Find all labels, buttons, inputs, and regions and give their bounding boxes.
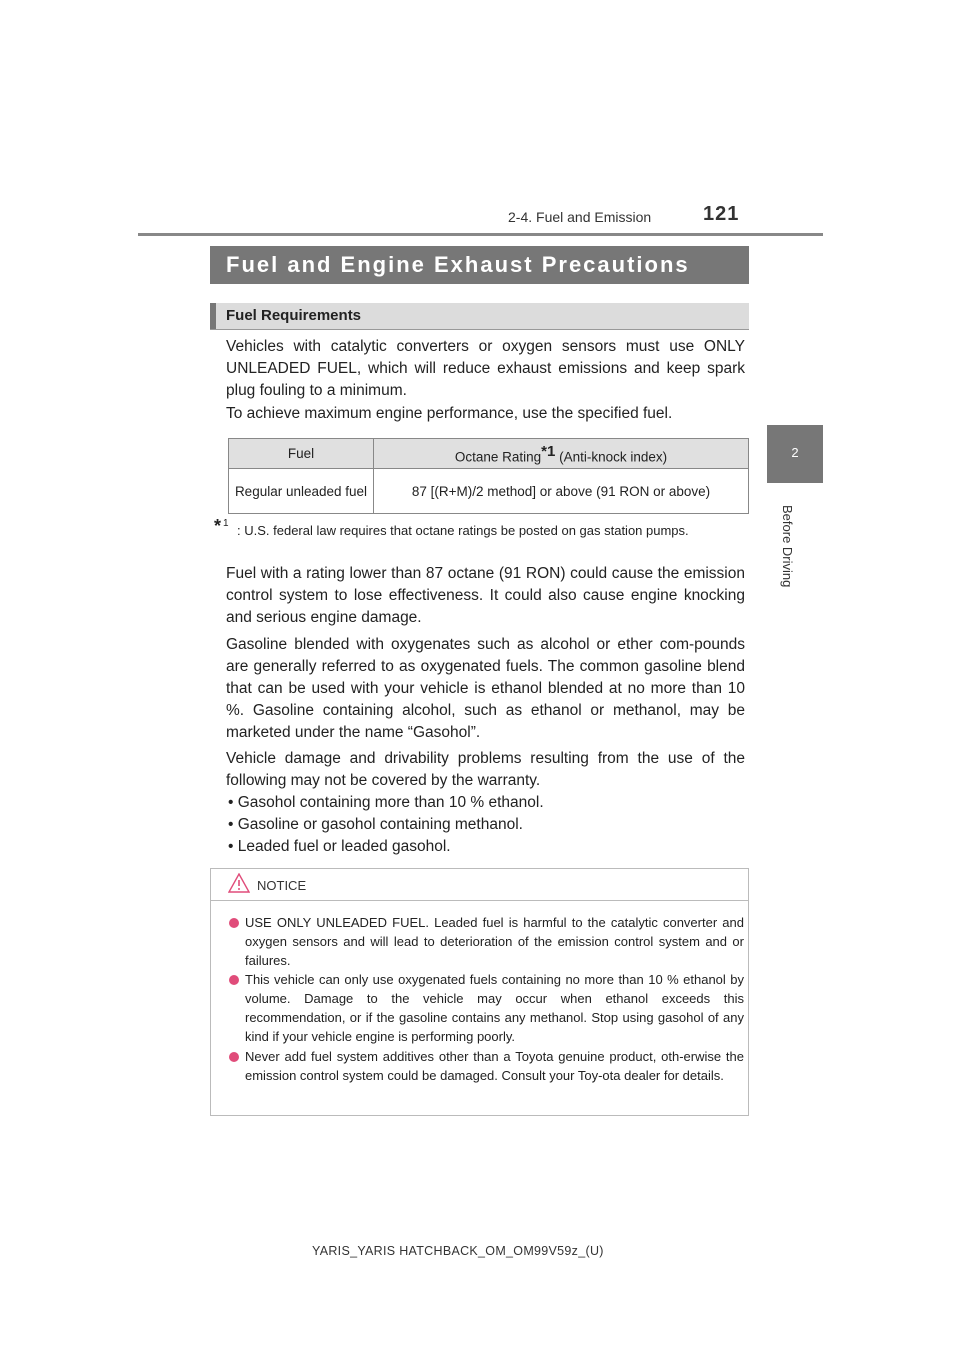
table-row xyxy=(229,469,749,514)
footnote-number: 1 xyxy=(223,518,229,529)
subheading: Fuel Requirements xyxy=(226,307,362,324)
notice-item xyxy=(229,913,744,970)
table-header-fuel: Fuel xyxy=(229,439,374,469)
notice-label: NOTICE xyxy=(257,878,307,893)
bullet-dot-icon xyxy=(229,1052,239,1062)
subheading-bar xyxy=(210,303,749,329)
octane-header-text: Octane Rating xyxy=(454,449,542,465)
notice-header xyxy=(211,869,748,901)
paragraph-warranty: Vehicle damage and drivability problems resulting from the use of the following may not be covered by the warranty. xyxy=(226,750,745,789)
bullet-dot-icon xyxy=(229,918,239,928)
footnote-asterisk: * xyxy=(214,516,222,536)
notice-item xyxy=(229,1047,744,1085)
notice-item xyxy=(229,970,744,1046)
section-header: 2-4. Fuel and Emission xyxy=(508,209,652,225)
chapter-tab xyxy=(767,425,823,483)
octane-header-suffix: (Anti-knock index) xyxy=(555,449,668,465)
list-item: • Gasoline or gasohol containing methanol. xyxy=(228,816,523,833)
notice-item-text: USE ONLY UNLEADED FUEL. Leaded fuel is harmful to the catalytic converter and oxygen sensors and will lead to deterioration of the emission control system and or failures. xyxy=(245,915,744,968)
header-divider xyxy=(138,233,823,236)
paragraph-specified-fuel: To achieve maximum engine performance, use the specified fuel. xyxy=(226,405,673,422)
warning-triangle-icon xyxy=(228,873,250,898)
section-title-bar xyxy=(210,246,749,284)
paragraph-oxygenates: Gasoline blended with oxygenates such as alcohol or ether com-pounds are generally referred to as oxygenated fuels. The common gasoline blend that can be used with your vehicle is ethanol blended at no more than 10 %. Gasoline containing alcohol, such as ethanol or methanol, may be marketed under the name “Gasohol”. xyxy=(226,636,745,741)
subheading-divider xyxy=(210,329,749,330)
chapter-label: Before Driving xyxy=(780,505,795,588)
footnote-text: : U.S. federal law requires that octane ratings be posted on gas station pumps. xyxy=(237,523,689,538)
table-header-octane xyxy=(374,439,749,469)
chapter-number: 2 xyxy=(791,445,799,460)
list-item: • Leaded fuel or leaded gasohol. xyxy=(228,838,451,855)
page-number: 121 xyxy=(703,203,740,225)
fuel-table xyxy=(228,438,749,514)
notice-box xyxy=(210,868,749,1116)
notice-item-text: This vehicle can only use oxygenated fuels containing no more than 10 % ethanol by volume. Damage to the vehicle may occur when ethanol exceeds this recommendation, or if the gasoline contains any methanol. Stop using gasohol of any kind if your vehicle engine is performing poorly. xyxy=(245,972,744,1044)
footnote-reference: *1 xyxy=(541,442,556,460)
table-cell-fuel: Regular unleaded fuel xyxy=(229,469,374,514)
table-cell-octane: 87 [(R+M)/2 method] or above (91 RON or above) xyxy=(374,469,749,514)
table-header-row xyxy=(229,439,749,469)
paragraph-octane-rating: Fuel with a rating lower than 87 octane (91 RON) could cause the emission control system to lose effectiveness. It could also cause engine knocking and serious engine damage. xyxy=(226,565,745,626)
list-item: • Gasohol containing more than 10 % ethanol. xyxy=(228,794,544,811)
bullet-dot-icon xyxy=(229,975,239,985)
notice-item-text: Never add fuel system additives other than a Toyota genuine product, oth-erwise the emission control system could be damaged. Consult your Toy-ota dealer for details. xyxy=(245,1049,744,1083)
paragraph-intro: Vehicles with catalytic converters or oxygen sensors must use ONLY UNLEADED FUEL, which will reduce exhaust emissions and keep spark plug fouling to a minimum. xyxy=(226,338,745,399)
page-title: Fuel and Engine Exhaust Precautions xyxy=(226,252,690,277)
document-footer: YARIS_YARIS HATCHBACK_OM_OM99V59z_(U) xyxy=(312,1244,604,1258)
